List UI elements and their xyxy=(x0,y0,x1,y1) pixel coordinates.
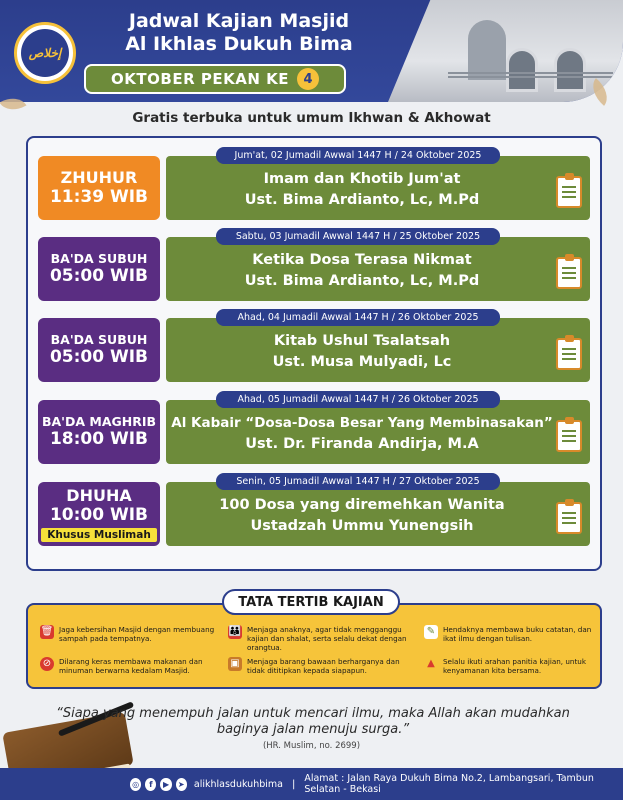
event-topic: Ketika Dosa Terasa Nikmat xyxy=(252,252,472,268)
event-topic: 100 Dosa yang diremehkan Wanita xyxy=(219,497,505,513)
event-speaker: Ust. Bima Ardianto, Lc, M.Pd xyxy=(244,273,480,289)
quote-text: “Siapa yang menempuh jalan untuk mencari ilmu, maka Allah akan mudahkan baginya jalan menuju surga.” xyxy=(56,706,570,737)
time-label: ZHUHUR xyxy=(60,168,138,187)
rule-item xyxy=(228,657,418,675)
clipboard-icon xyxy=(556,176,582,208)
book-icon: ✎ xyxy=(424,625,438,639)
week-label: OKTOBER PEKAN KE xyxy=(111,70,289,88)
event-speaker: Ust. Dr. Firanda Andirja, M.A xyxy=(245,436,479,452)
event-card xyxy=(166,231,590,301)
title-line-2: Al Ikhlas Dukuh Bima xyxy=(125,33,353,55)
page-title xyxy=(94,10,384,56)
time-block xyxy=(38,400,160,464)
date-tab: Sabtu, 03 Jumadil Awwal 1447 H / 25 Oktober 2025 xyxy=(216,228,500,245)
schedule-row xyxy=(38,312,590,382)
mosque-building-image xyxy=(388,0,623,102)
clipboard-icon xyxy=(556,502,582,534)
time-label: DHUHA xyxy=(66,486,132,505)
schedule-row xyxy=(38,231,590,301)
event-card xyxy=(166,312,590,382)
instagram-icon[interactable]: ◎ xyxy=(130,778,141,791)
time-block xyxy=(38,318,160,382)
date-tab: Senin, 05 Jumadil Awwal 1447 H / 27 Oktober 2025 xyxy=(216,473,500,490)
window-shape xyxy=(506,48,538,92)
logo-text: إخلاص xyxy=(21,29,69,77)
rule-text: Selalu ikuti arahan panitia kajian, untuk kenyamanan kita bersama. xyxy=(443,657,587,675)
time-value: 18:00 WIB xyxy=(49,429,149,449)
trash-icon: 🗑 xyxy=(40,626,54,637)
rule-item xyxy=(228,625,418,652)
rule-text: Dilarang keras membawa makanan dan minuman berwarna kedalam Masjid. xyxy=(59,657,203,675)
rule-item xyxy=(40,625,230,643)
week-badge xyxy=(84,64,346,94)
social-handle[interactable]: alikhlasdukuhbima xyxy=(193,778,283,790)
header-banner xyxy=(0,0,623,102)
footer-separator: | xyxy=(291,778,296,790)
footer-address: Alamat : Jalan Raya Dukuh Bima No.2, Lambangsari, Tambun Selatan - Bekasi xyxy=(304,773,594,795)
rule-text: Hendaknya membawa buku catatan, dan ikat ilmu dengan tulisan. xyxy=(443,625,592,643)
rules-panel xyxy=(26,603,602,689)
youtube-icon[interactable]: ▶ xyxy=(160,778,171,791)
rule-text: Jaga kebersihan Masjid dengan membuang sampah pada tempatnya. xyxy=(59,625,215,643)
time-value: 10:00 WIB xyxy=(49,505,149,525)
event-card xyxy=(166,150,590,220)
title-line-1: Jadwal Kajian Masjid xyxy=(128,10,350,32)
parent-child-icon: 👪 xyxy=(228,626,242,637)
time-value: 11:39 WIB xyxy=(49,187,149,207)
time-block xyxy=(38,156,160,220)
muslimah-note: Khusus Muslimah xyxy=(41,528,157,542)
event-speaker: Ust. Bima Ardianto, Lc, M.Pd xyxy=(244,192,480,208)
rule-item xyxy=(424,625,596,643)
schedule-row xyxy=(38,476,590,546)
time-label: BA'DA SUBUH xyxy=(50,251,148,266)
rules-title: TATA TERTIB KAJIAN xyxy=(222,589,400,615)
event-topic: Kitab Ushul Tsalatsah xyxy=(273,333,451,349)
clipboard-icon xyxy=(556,420,582,452)
date-tab: Ahad, 05 Jumadil Awwal 1447 H / 26 Oktober 2025 xyxy=(216,391,500,408)
event-topic: Imam dan Khotib Jum'at xyxy=(263,171,461,187)
event-speaker: Ustadzah Ummu Yunengsih xyxy=(250,518,474,534)
schedule-panel xyxy=(26,136,602,571)
time-label: BA'DA SUBUH xyxy=(50,332,148,347)
time-block xyxy=(38,237,160,301)
dome-shape xyxy=(468,20,506,80)
bag-icon: ▣ xyxy=(228,657,242,671)
date-tab: Jum'at, 02 Jumadil Awwal 1447 H / 24 Oktober 2025 xyxy=(216,147,500,164)
rule-item xyxy=(40,657,230,675)
no-food-icon: ⊘ xyxy=(40,657,54,671)
time-value: 05:00 WIB xyxy=(49,347,149,367)
event-card xyxy=(166,476,590,546)
schedule-row xyxy=(38,394,590,464)
rule-text: Menjaga anaknya, agar tidak mengganggu kajian dan shalat, serta selalu dekat dengan orangtua. xyxy=(247,625,407,652)
rule-text: Menjaga barang bawaan berharganya dan tidak dititipkan kepada siapapun. xyxy=(247,657,400,675)
event-card xyxy=(166,394,590,464)
hadith-reference: (HR. Muslim, no. 2699) xyxy=(262,741,361,751)
window-shape xyxy=(554,48,586,92)
clipboard-icon xyxy=(556,338,582,370)
subtitle: Gratis terbuka untuk umum Ikhwan & Akhowat xyxy=(132,110,491,126)
date-tab: Ahad, 04 Jumadil Awwal 1447 H / 26 Oktober 2025 xyxy=(216,309,500,326)
clipboard-icon xyxy=(556,257,582,289)
time-value: 05:00 WIB xyxy=(49,266,149,286)
rule-item xyxy=(424,657,596,675)
event-speaker: Ust. Musa Mulyadi, Lc xyxy=(272,354,452,370)
mosque-logo xyxy=(14,22,76,84)
event-topic: Al Kabair “Dosa-Dosa Besar Yang Membinasakan” xyxy=(171,415,553,431)
footer xyxy=(0,768,623,800)
time-block xyxy=(38,482,160,546)
week-number: 4 xyxy=(297,68,319,90)
facebook-icon[interactable]: f xyxy=(145,778,156,791)
telegram-icon[interactable]: ➤ xyxy=(176,778,187,791)
time-label: BA'DA MAGHRIB xyxy=(41,414,157,429)
balcony-rail xyxy=(448,72,613,78)
info-icon: ▲ xyxy=(427,658,435,669)
schedule-row xyxy=(38,150,590,220)
